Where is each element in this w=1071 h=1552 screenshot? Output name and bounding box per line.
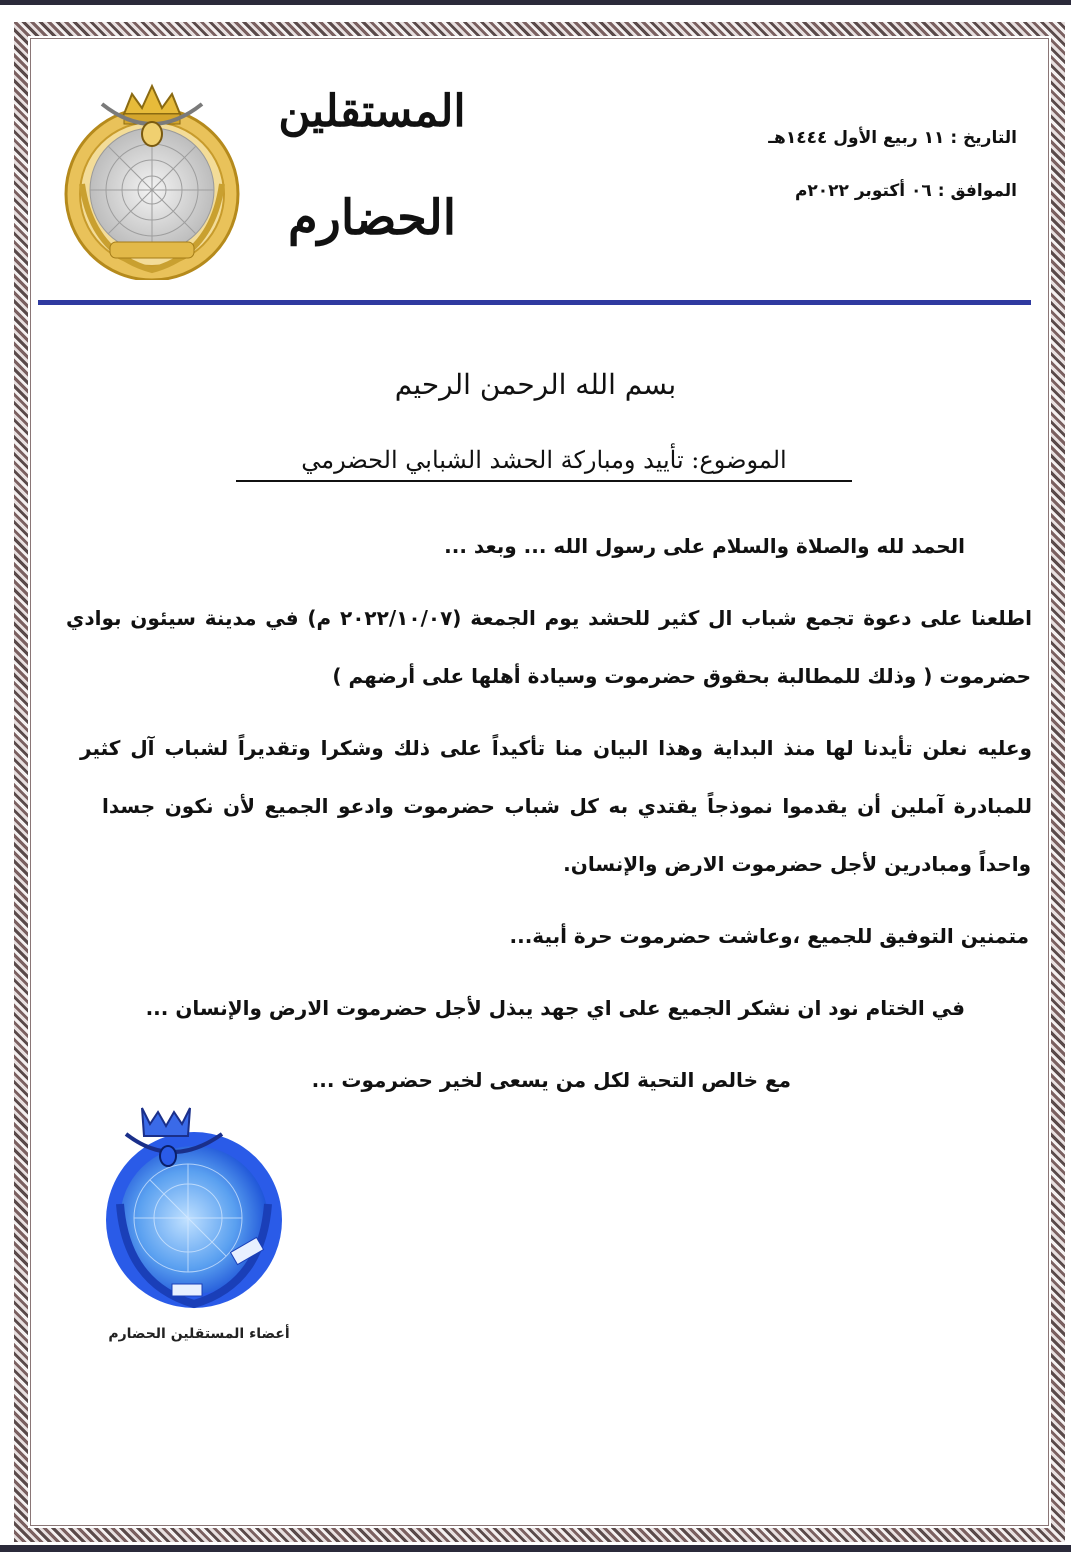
greeting-line: الحمد لله والصلاة والسلام على رسول الله ... وبعد ...: [444, 534, 965, 558]
top-bar: [0, 0, 1071, 5]
wish-line: متمنين التوفيق للجميع ،وعاشت حضرموت حرة أبية...: [509, 924, 1029, 948]
header-divider: [38, 300, 1031, 305]
emblem-stamp-blue-icon: [102, 1104, 288, 1314]
para2-line1: وعليه نعلن تأيدنا لها منذ البداية وهذا البيان منا تأكيداً على ذلك وشكرا وتقديراً لشباب آل كثير: [80, 736, 1032, 760]
basmala: بسم الله الرحمن الرحيم: [394, 368, 677, 401]
emblem-gold-icon: [62, 64, 242, 280]
letter-subject: الموضوع: تأييد ومباركة الحشد الشبابي الحضرمي: [236, 446, 852, 482]
hijri-date: التاريخ : ١١ ربيع الأول ١٤٤٤هـ: [768, 128, 1017, 148]
para2-line2: للمبادرة آملين أن يقدموا نموذجاً يقتدي به كل شباب حضرموت وادعو الجميع لأن نكون جسدا: [102, 794, 1032, 818]
para1-line2: حضرموت ( وذلك للمطالبة بحقوق حضرموت وسيادة أهلها على أرضهم ): [332, 664, 1031, 688]
bottom-bar: [0, 1545, 1071, 1552]
brand-title-line2: الحضارم: [287, 190, 457, 246]
para1-line1: اطلعنا على دعوة تجمع شباب ال كثير للحشد يوم الجمعة (٢٠٢٢/١٠/٠٧ م) في مدينة سيئون بوادي: [66, 606, 1032, 630]
gregorian-date: الموافق : ٠٦ أكتوبر ٢٠٢٢م: [794, 181, 1017, 201]
closing-line2: مع خالص التحية لكل من يسعى لخير حضرموت ...: [311, 1068, 791, 1092]
para2-line3: واحداً ومبادرين لأجل حضرموت الارض والإنسان.: [563, 852, 1031, 876]
signature-line: أعضاء المستقلين الحضارم: [108, 1326, 290, 1342]
brand-title-line1: المستقلين: [278, 86, 466, 137]
closing-line1: في الختام نود ان نشكر الجميع على اي جهد يبذل لأجل حضرموت الارض والإنسان ...: [145, 996, 965, 1020]
